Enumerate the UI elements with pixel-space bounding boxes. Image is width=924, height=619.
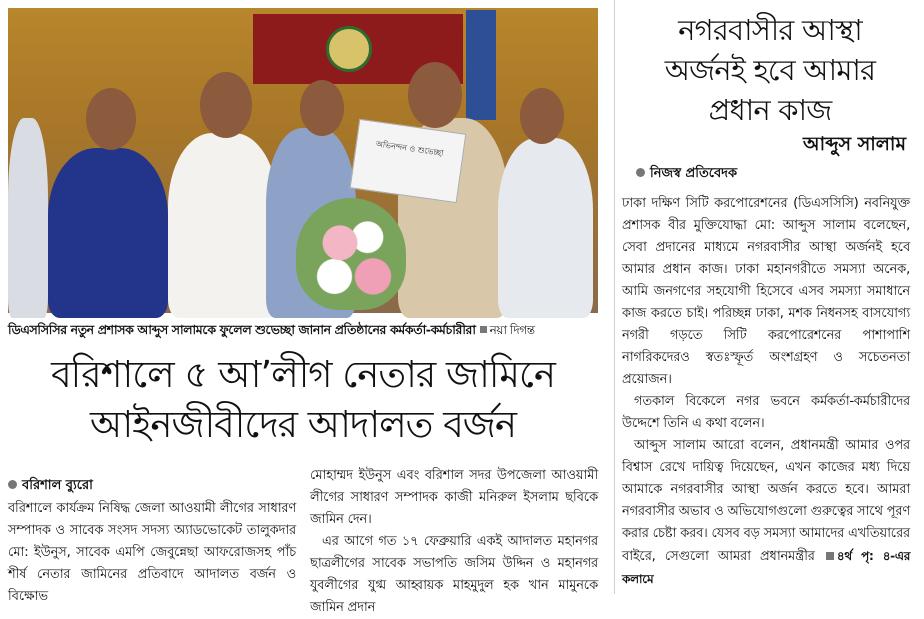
column-divider (614, 0, 615, 594)
article-paragraph: বরিশালে কার্যক্রম নিষিদ্ধ জেলা আওয়ামী লীগের সাধারণ সম্পাদক ও সাবেক সংসদ সদস্য অ্যাডভোকেট তালুকদার মো: ইউনুস, সাবেক এমপি জেবুন্নেছা আফরোজসহ পাঁচ শীর্ষ নেতার জামিনের প্রতিবাদে আদালত বর্জন ও বিক্ষোভ (8, 501, 296, 604)
person-left (8, 118, 48, 318)
left-article-column-2 (310, 465, 598, 615)
right-headline (622, 10, 918, 130)
photo-caption (8, 318, 598, 342)
continuation-link[interactable]: ৪র্থ পৃ: ৪-এর কলামে (622, 549, 910, 586)
left-byline-text: বরিশাল ব্যুরো (22, 478, 93, 493)
right-article-column (622, 193, 910, 593)
left-article-column-1 (8, 498, 296, 604)
article-paragraph: মোহাম্মদ ইউনুস এবং বরিশাল সদর উপজেলা আওয়ামী লীগের সাধারণ সম্পাদক কাজী মনিরুল ইসলাম ছবিকে জামিন দেন। (310, 468, 598, 527)
flag (466, 10, 496, 120)
left-headline (8, 350, 598, 450)
flower-bouquet (296, 198, 406, 310)
emblem-logo (326, 26, 372, 72)
article-paragraph (622, 435, 910, 591)
article-paragraph: ঢাকা দক্ষিণ সিটি করপোরেশনের (ডিএসসিসি) নবনিযুক্ত প্রশাসক বীর মুক্তিযোদ্ধা মো: আব্দুস সালাম বলেছেন, সেবা প্রদানের মাধ্যমে নগরবাসীর আস্থা অর্জনই হবে আমার প্রধান কাজ। ঢাকা মহানগরীতে সমস্যা অনেক, আমি জনগণের সহযোগী হিসেবে এসব সমস্যা সমাধানে কাজ করতে চাই। পরিচ্ছন্ন ঢাকা, মশক নিধনসহ বাসযোগ্য নগরী গড়তে সিটি করপোরেশনের পাশাপাশি নাগরিকদেরও স্বতঃস্ফূর্ত অংশগ্রহণ ও সচেতনতা প্রয়োজন। (622, 196, 910, 387)
left-headline-line: আইনজীবীদের আদালত বর্জন (90, 403, 516, 446)
person-head (86, 88, 136, 150)
person-head (300, 80, 344, 136)
square-bullet-icon (826, 552, 834, 560)
left-byline (8, 476, 93, 497)
bullet-dot-icon (636, 168, 645, 177)
person-right (498, 138, 593, 318)
right-byline (636, 164, 737, 185)
greeting-card (350, 119, 467, 203)
square-bullet-icon (480, 326, 487, 333)
news-photo (8, 8, 598, 313)
person-head (520, 88, 564, 144)
article-paragraph: এর আগে গত ১৭ ফেব্রুয়ারি একই আদালত মহানগর ছাত্রলীগের সাবেক সভাপতি জসিম উদ্দিন ও মহানগর যুবলীগের যুগ্ম আহ্বায়ক মাহমুদুল হক খান মামুনকে জামিন প্রদান (310, 534, 598, 615)
article-paragraph-text: আব্দুস সালাম আরো বলেন, প্রধানমন্ত্রী আমার ওপর বিশ্বাস রেখে দায়িত্ব দিয়েছেন, এখন কাজের মধ্য দিয়ে আমাকে নগরবাসীর আস্থা অর্জন করতে হবে। আমরা নগরবাসীর অভাব ও অভিযোগগুলো গুরুত্বের সাথে পূরণ করার চেষ্টা করব। যেসব বড় সমস্যা আমাদের এখতিয়ারের বাইরে, সেগুলো আমরা প্রধানমন্ত্রীর (622, 438, 910, 564)
quote-author: আব্দুস সালাম (803, 133, 906, 155)
person-head (408, 62, 462, 128)
person-blue-suit (48, 148, 168, 318)
person-head (200, 72, 252, 138)
article-paragraph: গতকাল বিকেলে নগর ভবনে কর্মকর্তা-কর্মচারীদের উদ্দেশে তিনি এ কথা বলেন। (622, 394, 910, 431)
left-headline-line: বরিশালে ৫ আ’লীগ নেতার জামিনে (51, 353, 555, 396)
right-headline-line: অর্জনই হবে আমার (664, 53, 876, 87)
photo-credit: নয়া দিগন্ত (489, 323, 535, 337)
bullet-dot-icon (8, 480, 17, 489)
caption-text: ডিএসসিসির নতুন প্রশাসক আব্দুস সালামকে ফুলেল শুভেচ্ছা জানান প্রতিষ্ঠানের কর্মকর্তা-কর্মচারীরা (8, 322, 476, 337)
greeting-card-text: অভিনন্দন ও শুভেচ্ছা (375, 139, 445, 158)
right-headline-line: প্রধান কাজ (708, 93, 832, 127)
person-white-shirt (168, 133, 278, 318)
right-headline-line: নগরবাসীর আস্থা (678, 13, 862, 47)
right-byline-text: নিজস্ব প্রতিবেদক (650, 166, 738, 181)
